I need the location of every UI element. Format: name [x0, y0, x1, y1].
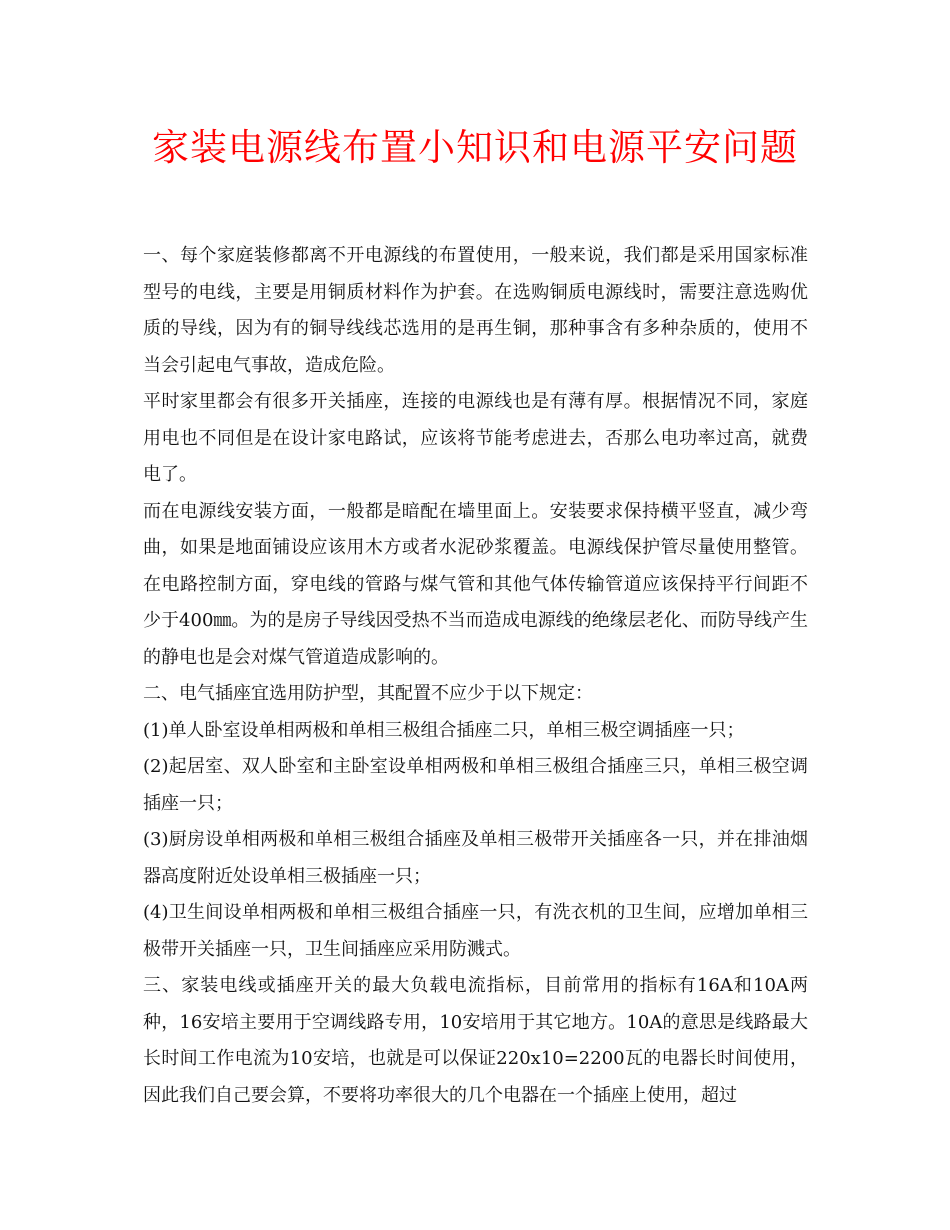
paragraph-socket-rules-heading: 二、电气插座宜选用防护型，其配置不应少于以下规定：	[143, 683, 593, 704]
paragraph-rule-living-room: (2)起居室、双人卧室和主卧室设单相两极和单相三极组合插座三只，单相三极空调插座一只；	[143, 756, 808, 814]
paragraph-load-current: 三、家装电线或插座开关的最大负载电流指标，目前常用的指标有16A和10A两种，16安培主要用于空调线路专用，10安培用于其它地方。10A的意思是线路最大长时间工作电流为10安培，也就是可以保证220x10=2200瓦的电器长时间使用，因此我们自己要会算，不要将功率很大的几个电器在一个插座上使用，超过	[143, 975, 808, 1106]
paragraph-rule-bathroom: (4)卫生间设单相两极和单相三极组合插座一只，有洗衣机的卫生间，应增加单相三极带开关插座一只，卫生间插座应采用防溅式。	[143, 902, 808, 960]
paragraph-rule-single-bedroom: (1)单人卧室设单相两极和单相三极组合插座二只，单相三极空调插座一只；	[143, 719, 745, 741]
paragraph-wire-installation: 而在电源线安装方面，一般都是暗配在墙里面上。安装要求保持横平竖直，减少弯曲，如果是地面铺设应该用木方或者水泥砂浆覆盖。电源线保护管尽量使用整管。在电路控制方面，穿电线的管路与煤气管和其他气体传输管道应该保持平行间距不少于400㎜。为的是房子导线因受热不当而造成电源线的绝缘层老化、而防导线产生的静电也是会对煤气管道造成影响的。	[143, 500, 808, 668]
paragraph-switch-sockets: 平时家里都会有很多开关插座，连接的电源线也是有薄有厚。根据情况不同，家庭用电也不同但是在设计家电路试，应该将节能考虑进去，否那么电功率过高，就费电了。	[143, 391, 808, 485]
document-body	[143, 238, 808, 1114]
paragraph-wire-selection: 一、每个家庭装修都离不开电源线的布置使用，一般来说，我们都是采用国家标准型号的电线，主要是用铜质材料作为护套。在选购铜质电源线时，需要注意选购优质的导线，因为有的铜导线线芯选用的是再生铜，那种事含有多种杂质的，使用不当会引起电气事故，造成危险。	[143, 245, 808, 376]
document-title: 家装电源线布置小知识和电源平安问题	[152, 126, 798, 169]
paragraph-rule-kitchen: (3)厨房设单相两极和单相三极组合插座及单相三极带开关插座各一只，并在排油烟器高度附近处设单相三极插座一只；	[143, 829, 808, 887]
